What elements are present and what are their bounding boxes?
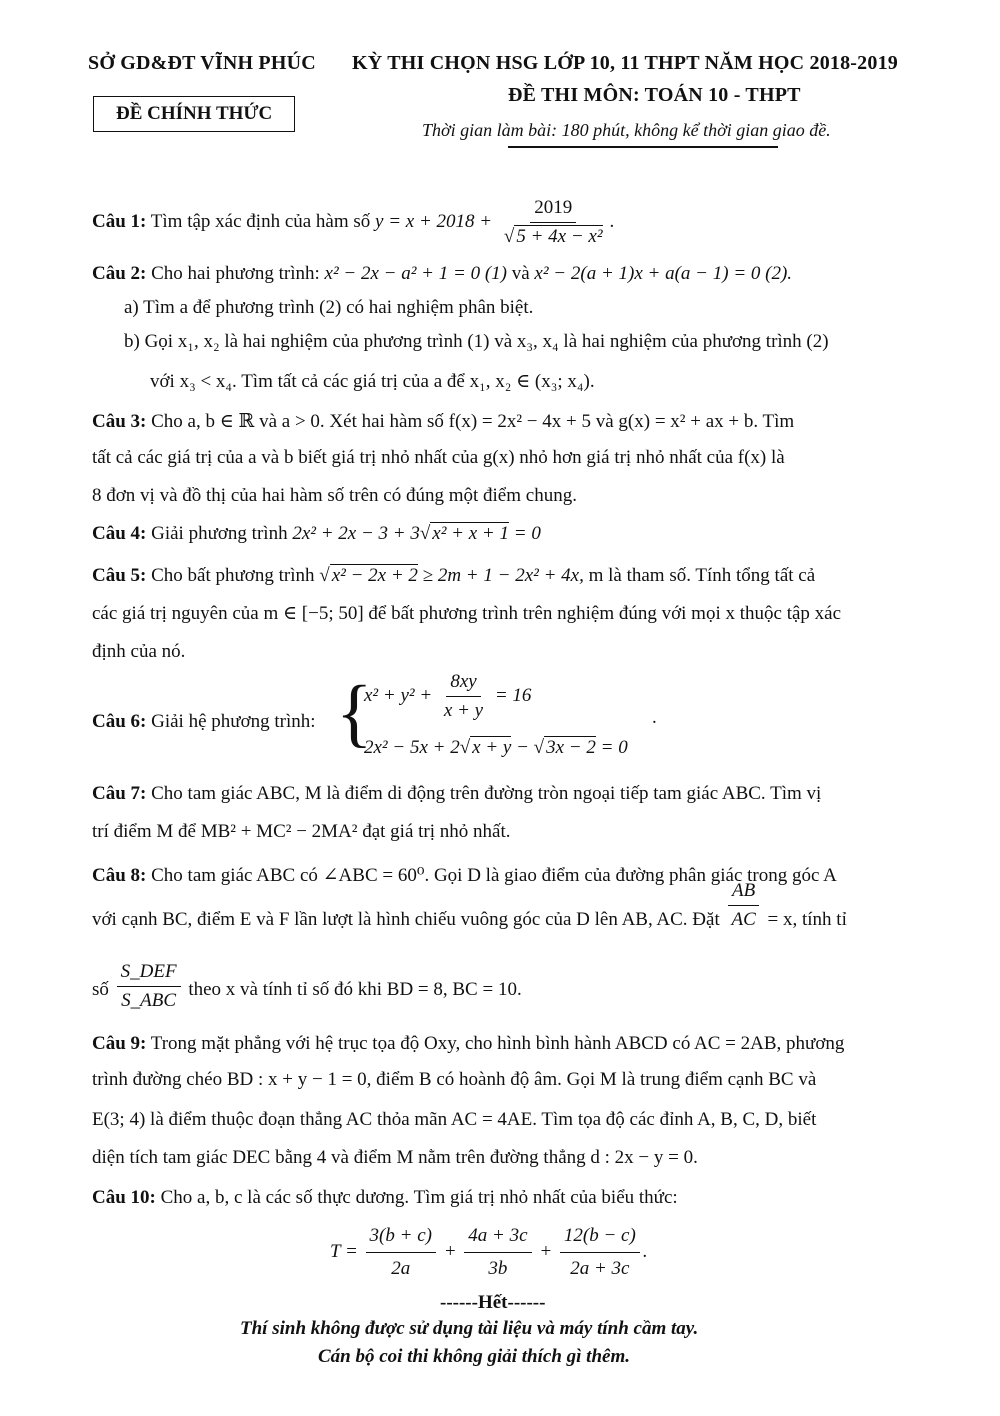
time-note: Thời gian làm bài: 180 phút, không kể thời gian giao đề. [422, 120, 831, 140]
question-4: Câu 4: Giải phương trình 2x² + 2x − 3 + 3√ x² + x + 1 = 0 [92, 523, 541, 544]
fraction: $\frac{AB}{AC}$ [728, 879, 760, 932]
question-label: Câu 4: [92, 523, 147, 544]
question-2-part-b-line1: b) Gọi x₁, x₂ là hai nghiệm của phương trình (1) và x₃, x₄ là hai nghiệm của phương trình (2) [124, 331, 829, 352]
question-3-line3: 8 đơn vị và đồ thị của hai hàm số trên có đúng một điểm chung. [92, 485, 577, 506]
question-5-line3: định của nó. [92, 641, 186, 662]
question-8-line3: số $\frac{\text{S\_DEF}}{\text{S\_ABC}}$ theo x và tính tỉ số đó khi BD = 8, BC = 10. [92, 961, 522, 1011]
fraction: $\frac{4a + 3c}{3b}$ [464, 1222, 531, 1283]
fraction: $\frac{2019}{\text{√ 5 + 4x − x²}}$ [503, 197, 603, 247]
question-9-line3: E(3; 4) là điểm thuộc đoạn thẳng AC thỏa mãn AC = 4AE. Tìm tọa độ các đỉnh A, B, C, D, biết [92, 1109, 817, 1130]
question-2-part-b-line2: với x₃ < x₄. Tìm tất cả các giá trị của a để x₁, x₂ ∈ (x₃; x₄). [150, 371, 595, 392]
question-label: Câu 9: [92, 1033, 147, 1054]
fraction: $\frac{3(b + c)}{2a}$ [366, 1222, 436, 1283]
question-10-expression: T = $\frac{3(b + c)}{2a}$ + $\frac{4a + 3c}{3b}$ + $\frac{12(b - c)}{2a + 3c}$ . [330, 1222, 648, 1283]
question-9-line4: diện tích tam giác DEC bằng 4 và điểm M nằm trên đường thẳng d : 2x − y = 0. [92, 1147, 698, 1168]
fraction: $\frac{12(b - c)}{2a + 3c}$ [560, 1222, 640, 1283]
question-3: Câu 3: Cho a, b ∈ ℝ và a > 0. Xét hai hàm số f(x) = 2x² − 4x + 5 và g(x) = x² + ax + b. Tìm [92, 411, 795, 432]
question-9-line2: trình đường chéo BD : x + y − 1 = 0, điểm B có hoành độ âm. Gọi M là trung điểm cạnh BC và [92, 1069, 817, 1090]
exam-subject: ĐỀ THI MÔN: TOÁN 10 - THPT [508, 84, 801, 106]
official-label: ĐỀ CHÍNH THỨC [93, 96, 295, 132]
system-equation-1: x² + y² + $\frac{8xy}{x + y}$ = 16 [364, 671, 532, 721]
system-equation-2: 2x² − 5x + 2√ x + y − √ 3x − 2 = 0 [364, 737, 628, 758]
question-8: Câu 8: Cho tam giác ABC có ∠ABC = 60⁰. Gọi D là giao điểm của đường phân giác trong góc A [92, 865, 837, 886]
question-5-line2: các giá trị nguyên của m ∈ [−5; 50] để bất phương trình trên nghiệm đúng với mọi x thuộc tập xác [92, 603, 842, 624]
question-5: Câu 5: Cho bất phương trình √ x² − 2x + 2 ≥ 2m + 1 − 2x² + 4x, m là tham số. Tính tổng tất cả [92, 565, 816, 586]
question-label: Câu 2: [92, 263, 147, 284]
question-8-line2: với cạnh BC, điểm E và F lần lượt là hình chiếu vuông góc của D lên AB, AC. Đặt $\frac{AB}{AC}$ = x, tính tỉ [92, 880, 847, 931]
footer-note-2: Cán bộ coi thi không giải thích gì thêm. [318, 1346, 630, 1367]
question-2-part-a: a) Tìm a để phương trình (2) có hai nghiệm phân biệt. [124, 297, 534, 318]
question-6: Câu 6: Giải hệ phương trình: [92, 711, 316, 732]
question-label: Câu 5: [92, 565, 147, 586]
question-label: Câu 6: [92, 711, 147, 732]
question-10: Câu 10: Cho a, b, c là các số thực dương. Tìm giá trị nhỏ nhất của biểu thức: [92, 1187, 678, 1208]
question-label: Câu 1: [92, 210, 147, 232]
header-underline [508, 146, 778, 148]
question-label: Câu 7: [92, 783, 147, 804]
question-7-line2: trí điểm M để MB² + MC² − 2MA² đạt giá trị nhỏ nhất. [92, 821, 511, 842]
footer-note-1: Thí sinh không được sử dụng tài liệu và máy tính cầm tay. [240, 1318, 699, 1339]
question-2: Câu 2: Cho hai phương trình: x² − 2x − a² + 1 = 0 (1) và x² − 2(a + 1)x + a(a − 1) = 0 (2). [92, 263, 793, 284]
area-ratio-fraction: $\frac{\text{S\_DEF}}{\text{S\_ABC}}$ [117, 960, 181, 1013]
question-label: Câu 10: [92, 1187, 156, 1208]
question-label: Câu 3: [92, 411, 147, 432]
question-1: Câu 1: Tìm tập xác định của hàm số y = x + 2018 + $\frac{2019}{\text{√ 5 + 4x − x²}}$ . [92, 197, 615, 247]
exam-title: KỲ THI CHỌN HSG LỚP 10, 11 THPT NĂM HỌC 2018-2019 [352, 52, 898, 74]
question-7: Câu 7: Cho tam giác ABC, M là điểm di động trên đường tròn ngoại tiếp tam giác ABC. Tìm vị [92, 783, 822, 804]
question-3-line2: tất cả các giá trị của a và b biết giá trị nhỏ nhất của g(x) nhỏ hơn giá trị nhỏ nhất của f(x) là [92, 447, 785, 468]
end-marker: ------Hết------ [440, 1292, 546, 1313]
fraction: $\frac{8xy}{x + y}$ [443, 671, 484, 721]
question-9: Câu 9: Trong mặt phẳng với hệ trục tọa độ Oxy, cho hình bình hành ABCD có AC = 2AB, phương [92, 1033, 845, 1054]
question-label: Câu 8: [92, 865, 147, 886]
department-name: SỞ GD&ĐT VĨNH PHÚC [88, 52, 316, 74]
system-brace: { [336, 671, 373, 755]
system-period: . [652, 707, 657, 728]
